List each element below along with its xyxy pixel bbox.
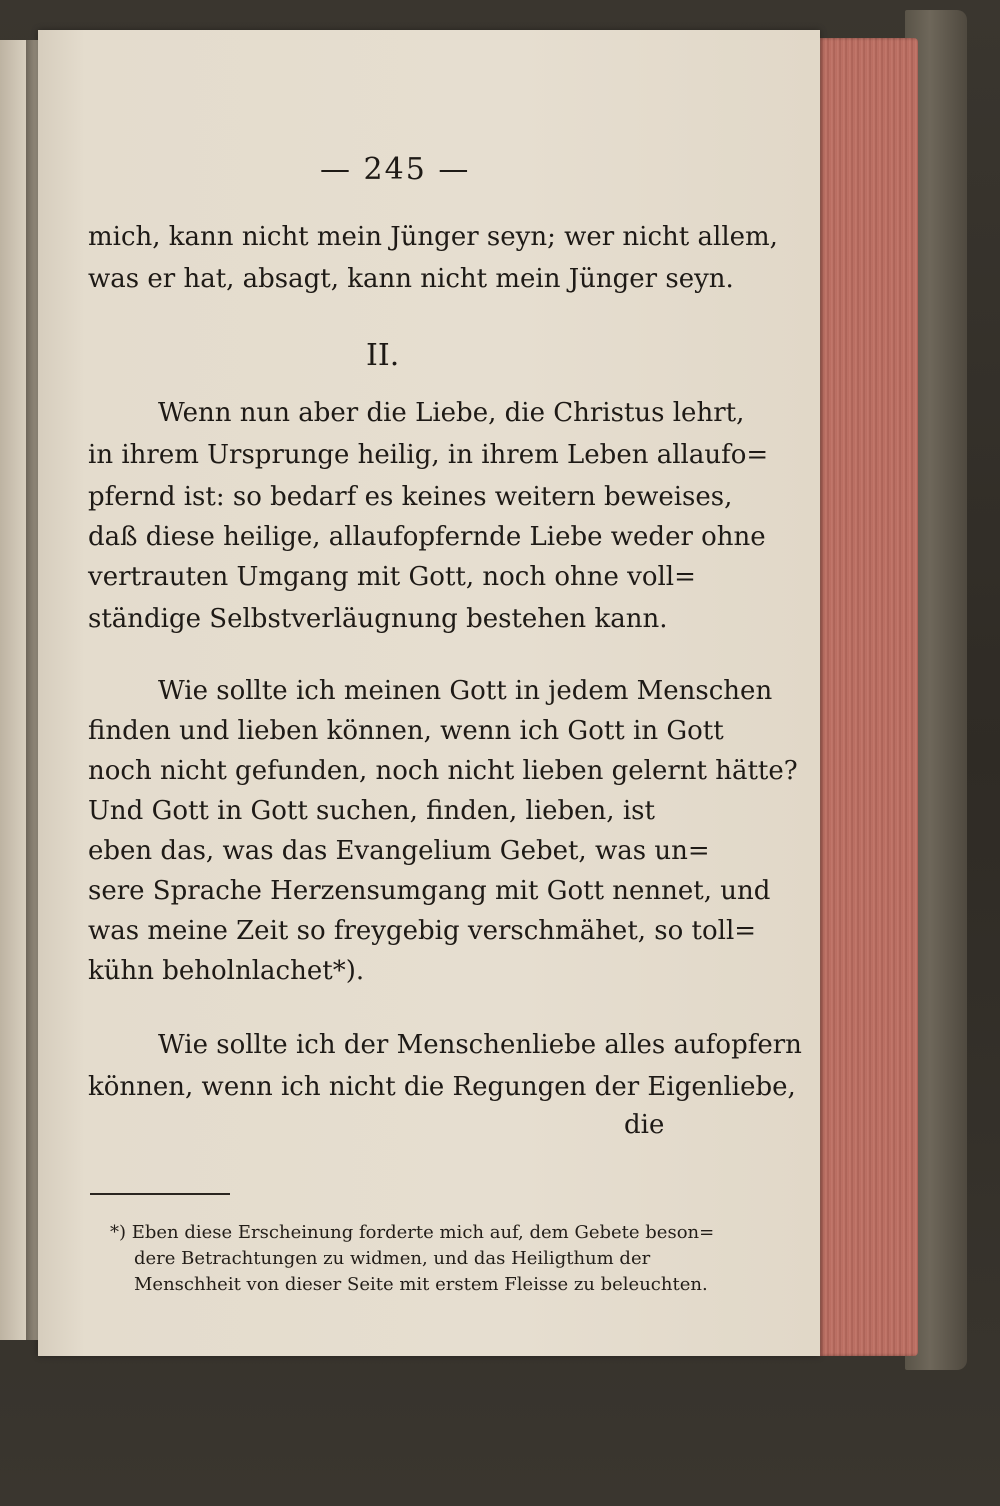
text-line: kühn beholnlachet*). — [88, 956, 365, 986]
footnote-line: dere Betrachtungen zu widmen, und das Heiligthum der — [134, 1248, 651, 1269]
facing-page-edge — [0, 40, 26, 1340]
text-line: können, wenn ich nicht die Regungen der Eigenliebe, — [88, 1072, 796, 1102]
text-line: in ihrem Ursprunge heilig, in ihrem Leben allaufo= — [88, 440, 769, 470]
catchword: die — [624, 1110, 665, 1140]
text-line: noch nicht gefunden, noch nicht lieben gelernt hätte? — [88, 756, 798, 786]
text-line: mich, kann nicht mein Jünger seyn; wer nicht allem, — [88, 222, 778, 252]
text-line: Wie sollte ich der Menschenliebe alles aufopfern — [158, 1030, 802, 1060]
text-line: eben das, was das Evangelium Gebet, was un= — [88, 836, 710, 866]
text-line: daß diese heilige, allaufopfernde Liebe weder ohne — [88, 522, 766, 552]
text-line: finden und lieben können, wenn ich Gott in Gott — [88, 716, 724, 746]
footnote-line: *) Eben diese Erscheinung forderte mich auf, dem Gebete beson= — [110, 1222, 715, 1243]
text-line: pfernd ist: so bedarf es keines weitern beweises, — [88, 482, 733, 512]
text-line: Wenn nun aber die Liebe, die Christus lehrt, — [158, 398, 745, 428]
section-heading: II. — [366, 338, 400, 373]
text-line: was meine Zeit so freygebig verschmähet, so toll= — [88, 916, 757, 946]
text-line: ständige Selbstverläugnung bestehen kann. — [88, 604, 668, 634]
text-line: sere Sprache Herzensumgang mit Gott nennet, und — [88, 876, 771, 906]
page-number: — 245 — — [320, 152, 471, 187]
text-line: Wie sollte ich meinen Gott in jedem Menschen — [158, 676, 773, 706]
text-line: vertrauten Umgang mit Gott, noch ohne voll= — [88, 562, 696, 592]
text-line: was er hat, absagt, kann nicht mein Jünger seyn. — [88, 264, 734, 294]
footnote-rule — [90, 1193, 230, 1195]
footnote-line: Menschheit von dieser Seite mit erstem Fleisse zu beleuchten. — [134, 1274, 708, 1295]
text-line: Und Gott in Gott suchen, finden, lieben, ist — [88, 796, 655, 826]
page-block-edge — [818, 38, 918, 1356]
